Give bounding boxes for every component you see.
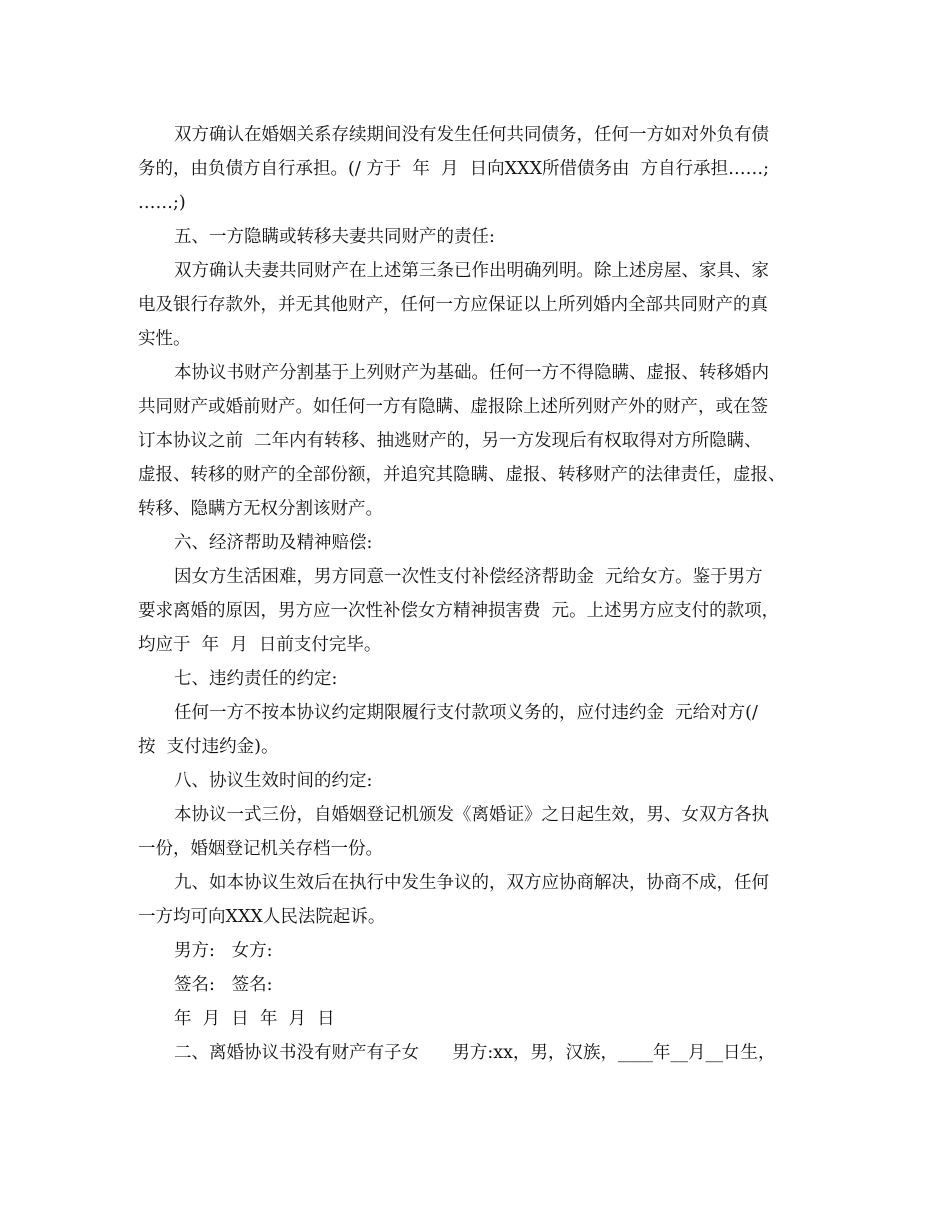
text-line: 一方均可向XXX人民法院起诉。 (138, 907, 386, 927)
text-line: 订本协议之前 二年内有转移、抽逃财产的，另一方发现后有权取得对方所隐瞒、 (138, 431, 762, 451)
document-body (138, 118, 828, 1070)
text-line: 年 月 日 年 月 日 (174, 1009, 335, 1029)
text-line: 本协议书财产分割基于上列财产为基础。任何一方不得隐瞒、虚报、转移婚内 (174, 363, 769, 383)
text-line: 因女方生活困难，男方同意一次性支付补偿经济帮助金 元给女方。鉴于男方 (174, 567, 763, 587)
text-line: 八、协议生效时间的约定: (174, 771, 373, 791)
text-line: 按 支付违约金)。 (138, 737, 279, 757)
text-line: 共同财产或婚前财产。如任何一方有隐瞒、虚报除上述所列财产外的财产，或在签 (138, 397, 768, 417)
text-line: 任何一方不按本协议约定期限履行支付款项义务的，应付违约金 元给对方(/ (174, 703, 758, 723)
text-line: 电及银行存款外，并无其他财产，任何一方应保证以上所列婚内全部共同财产的真 (138, 295, 768, 315)
text-line: 七、违约责任的约定: (174, 669, 338, 689)
text-line: 转移、隐瞒方无权分割该财产。 (138, 499, 383, 519)
text-line: 男方: 女方: (174, 941, 273, 961)
text-line: 五、一方隐瞒或转移夫妻共同财产的责任: (174, 227, 495, 247)
text-line: 签名: 签名: (174, 975, 273, 995)
text-line: 虚报、转移的财产的全部份额，并追究其隐瞒、虚报、转移财产的法律责任，虚报、 (138, 465, 786, 485)
text-line: 双方确认夫妻共同财产在上述第三条已作出明确列明。除上述房屋、家具、家 (174, 261, 769, 281)
text-line: 实性。 (138, 329, 191, 349)
text-line: ……;) (138, 193, 186, 213)
text-line: 本协议一式三份，自婚姻登记机颁发《离婚证》之日起生效，男、女双方各执 (174, 805, 769, 825)
text-line: 六、经济帮助及精神赔偿: (174, 533, 373, 553)
text-line: 一份，婚姻登记机关存档一份。 (138, 839, 383, 859)
text-line: 要求离婚的原因，男方应一次性补偿女方精神损害费 元。上述男方应支付的款项， (138, 601, 780, 621)
text-line: 均应于 年 月 日前支付完毕。 (138, 635, 382, 655)
text-line: 双方确认在婚姻关系存续期间没有发生任何共同债务，任何一方如对外负有债 (174, 125, 769, 145)
text-line: 九、如本协议生效后在执行中发生争议的，双方应协商解决，协商不成，任何 (174, 873, 769, 893)
text-line: 务的，由负债方自行承担。(/ 方于 年 月 日向XXX所借债务由 方自行承担……; (138, 159, 770, 179)
text-line: 二、离婚协议书没有财产有子女 男方:xx，男，汉族，____年__月__日生， (174, 1043, 776, 1063)
